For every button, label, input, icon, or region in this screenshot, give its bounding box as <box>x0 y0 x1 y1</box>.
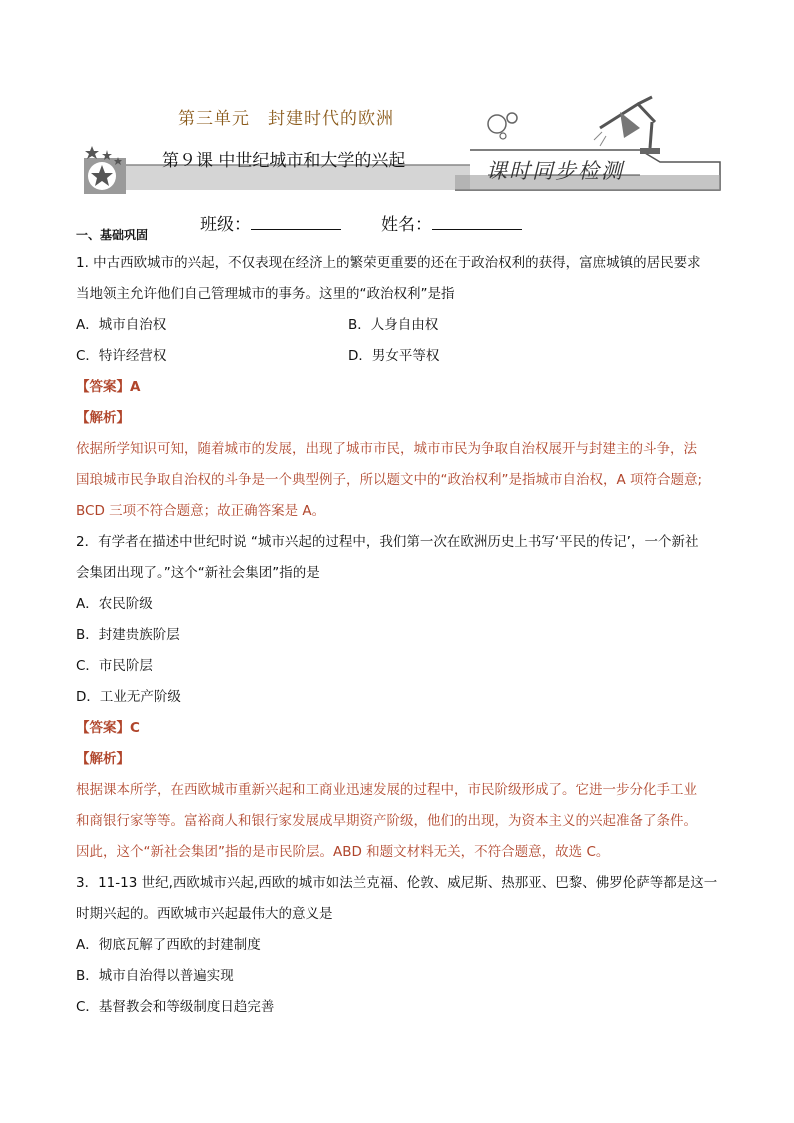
option-b: B．人身自由权 <box>348 317 439 333</box>
option-c: C．市民阶层 <box>76 658 153 674</box>
option-c: C．基督教会和等级制度日趋完善 <box>76 999 275 1015</box>
question-stem: 会集团出现了。”这个“新社会集团”指的是 <box>76 565 320 581</box>
header-decoration <box>0 0 794 210</box>
question-content <box>76 228 720 1023</box>
lesson-header <box>0 0 794 210</box>
question-stem: 当地领主允许他们自己管理城市的事务。这里的“政治权利”是指 <box>76 286 455 302</box>
answer: 【答案】A <box>76 379 141 395</box>
section-title: 一、基础巩固 <box>76 228 149 242</box>
option-a: A．农民阶级 <box>76 596 153 612</box>
analysis-text: 依据所学知识可知，随着城市的发展，出现了城市市民，城市市民为争取自治权展开与封建主的斗争，法 <box>76 441 697 457</box>
option-row <box>76 310 720 341</box>
banner-text: 课时同步检测 <box>486 159 624 183</box>
option-b: B．封建贵族阶层 <box>76 627 180 643</box>
analysis-text: 国琅城市民争取自治权的斗争是一个典型例子，所以题文中的“政治权利”是指城市自治权，A 项符合题意; <box>76 472 703 488</box>
option-a: A．城市自治权 <box>76 317 167 333</box>
analysis-text: 和商银行家等等。富裕商人和银行家发展成早期资产阶级，他们的出现，为资本主义的兴起准备了条件。 <box>76 813 697 829</box>
desk-lamp-icon <box>594 97 660 154</box>
class-label: 班级： <box>200 215 251 235</box>
option-d: D．工业无产阶级 <box>76 689 181 705</box>
question-stem: 3．11-13 世纪,西欧城市兴起,西欧的城市如法兰克福、伦敦、威尼斯、热那亚、巴黎、佛罗伦萨等都是这一 <box>76 875 718 891</box>
question-stem: 1. 中古西欧城市的兴起，不仅表现在经济上的繁荣更重要的还在于政治权利的获得，富庶城镇的居民要求 <box>76 255 701 271</box>
answer: 【答案】C <box>76 720 140 736</box>
analysis-label: 【解析】 <box>76 410 130 426</box>
option-row <box>76 341 720 372</box>
analysis-text: 根据课本所学，在西欧城市重新兴起和工商业迅速发展的过程中，市民阶级形成了。它进一步分化手工业 <box>76 782 697 798</box>
analysis-text: 因此，这个“新社会集团”指的是市民阶层。ABD 和题文材料无关，不符合题意，故选 C。 <box>76 844 610 860</box>
question-stem: 时期兴起的。西欧城市兴起最伟大的意义是 <box>76 906 333 922</box>
option-c: C．特许经营权 <box>76 348 167 364</box>
question-stem: 2．有学者在描述中世纪时说 “城市兴起的过程中，我们第一次在欧洲历史上书写‘平民的传记’，一个新社 <box>76 534 699 550</box>
analysis-text: BCD 三项不符合题意；故正确答案是 A。 <box>76 503 326 519</box>
analysis-label: 【解析】 <box>76 751 130 767</box>
option-b: B．城市自治得以普遍实现 <box>76 968 234 984</box>
option-d: D．男女平等权 <box>348 348 440 364</box>
unit-title: 第三单元 封建时代的欧洲 <box>178 109 394 129</box>
star-emblem-icon <box>84 146 126 194</box>
option-a: A．彻底瓦解了西欧的封建制度 <box>76 937 261 953</box>
lesson-title: 第９课 中世纪城市和大学的兴起 <box>162 151 406 171</box>
name-label: 姓名： <box>381 215 432 235</box>
